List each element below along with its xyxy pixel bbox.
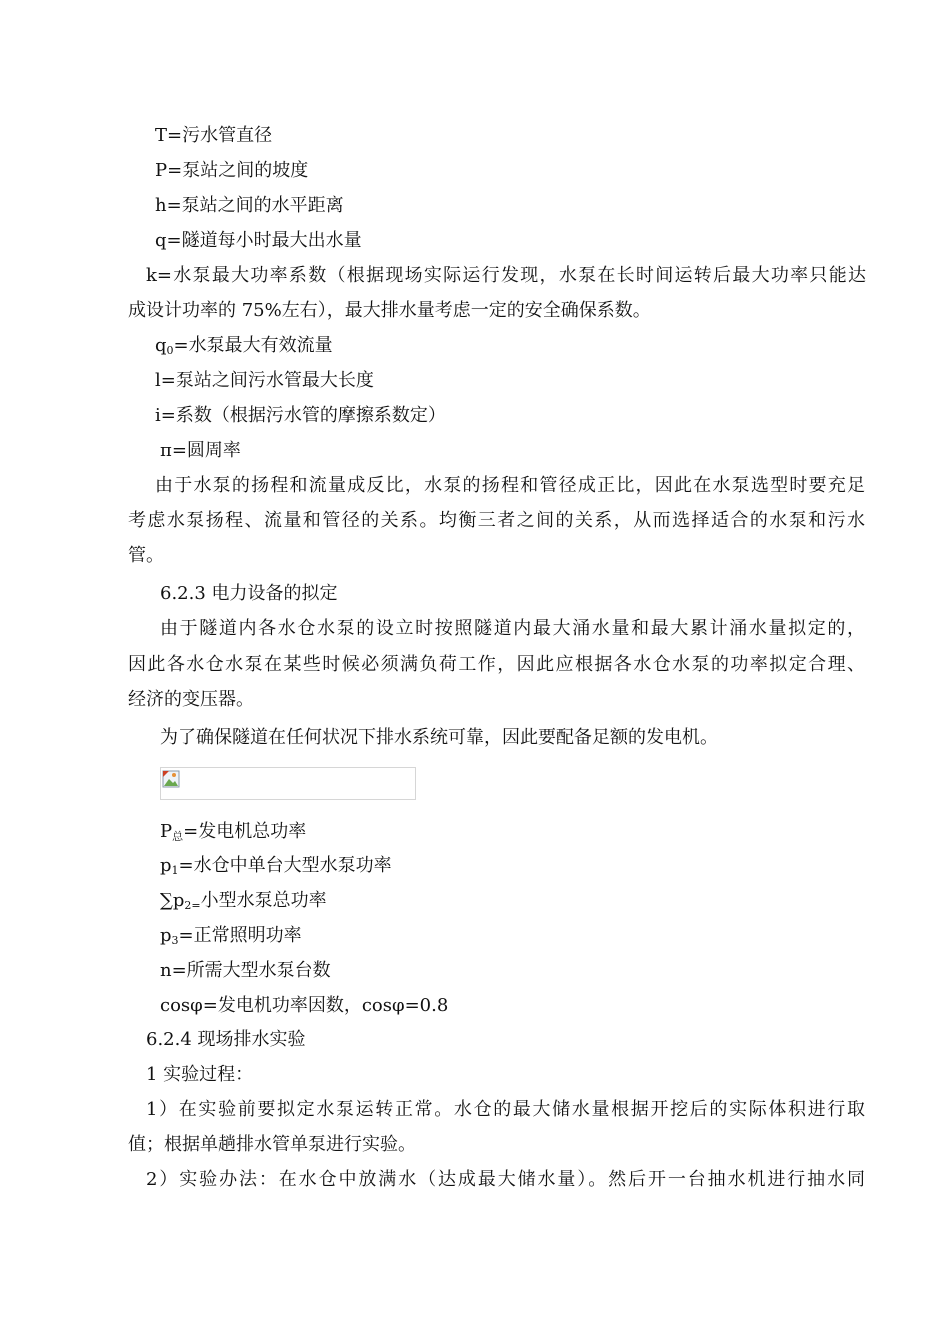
formula-image-placeholder xyxy=(160,767,416,800)
para3: 为了确保隧道在任何状况下排水系统可靠，因此要配备足额的发电机。 xyxy=(160,727,718,748)
var-p1: $p_1=$水仓中单台大型水泵功率 xyxy=(160,855,392,877)
para2-line1: 由于隧道内各水仓水泵的设立时按照隧道内最大涌水量和最大累计涌水量拟定的， xyxy=(160,618,865,639)
var-n: n=所需大型水泵台数 xyxy=(160,960,331,981)
exp2-line1: 2）实验办法：在水仓中放满水（达成最大储水量）。然后开一台抽水机进行抽水同 xyxy=(146,1169,865,1190)
var-p3: $p_3=$正常照明功率 xyxy=(160,925,302,947)
exp1-line1: 1）在实验前要拟定水泵运转正常。水仓的最大储水量根据开挖后的实际体积进行取 xyxy=(146,1099,865,1120)
para2-line3: 经济的变压器。 xyxy=(128,689,254,710)
var-p-total: $P_总=$发电机总功率 xyxy=(160,821,307,843)
exp1-line2: 值；根据单趟排水管单泵进行实验。 xyxy=(128,1134,416,1155)
experiment-heading: 1 实验过程： xyxy=(146,1064,254,1085)
var-l: l=泵站之间污水管最大长度 xyxy=(155,370,374,391)
var-p2: $\sum p_{2=}$小型水泵总功率 xyxy=(160,890,327,912)
var-k-line1: k=水泵最大功率系数（根据现场实际运行发现，水泵在长时间运转后最大功率只能达 xyxy=(146,265,866,286)
var-h: h=泵站之间的水平距离 xyxy=(155,195,344,216)
var-i: i=系数（根据污水管的摩擦系数定） xyxy=(155,405,446,426)
var-q: q=隧道每小时最大出水量 xyxy=(155,230,362,251)
para1-line1: 由于水泵的扬程和流量成反比，水泵的扬程和管径成正比，因此在水泵选型时要充足 xyxy=(155,475,865,496)
section-heading-624: 6.2.4 现场排水实验 xyxy=(146,1029,306,1050)
var-k-line2: 成设计功率的 75%左右），最大排水量考虑一定的安全确保系数。 xyxy=(128,300,651,321)
broken-image-icon xyxy=(162,770,180,788)
var-p: P=泵站之间的坡度 xyxy=(155,160,309,181)
var-cos: cosφ=发电机功率因数，cosφ=0.8 xyxy=(160,995,449,1016)
var-q0: $q_0=$水泵最大有效流量 xyxy=(155,335,333,357)
var-t: T=污水管直径 xyxy=(155,125,273,146)
section-heading-623: 6.2.3 电力设备的拟定 xyxy=(160,583,338,604)
para1-line2: 考虑水泵扬程、流量和管径的关系。均衡三者之间的关系，从而选择适合的水泵和污水 xyxy=(128,510,865,531)
para2-line2: 因此各水仓水泵在某些时候必须满负荷工作，因此应根据各水仓水泵的功率拟定合理、 xyxy=(128,654,865,675)
var-pi: π=圆周率 xyxy=(160,440,241,461)
para1-line3: 管。 xyxy=(128,545,164,566)
